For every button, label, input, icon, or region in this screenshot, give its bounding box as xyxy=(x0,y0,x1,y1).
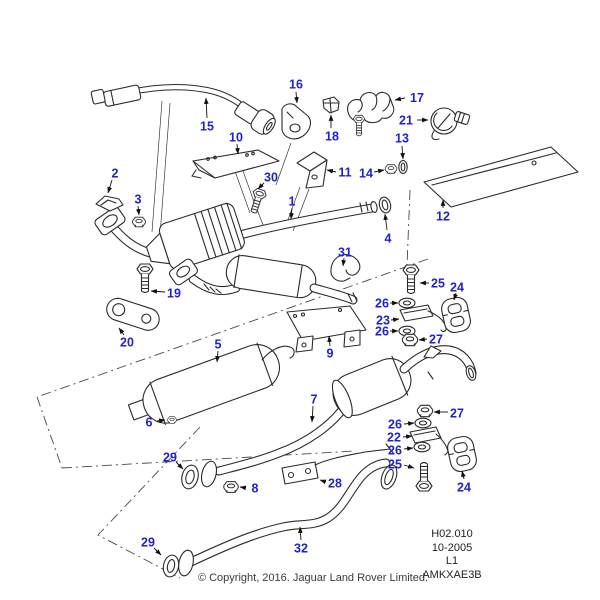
callout-27-lower xyxy=(434,407,464,421)
part-nut-27-upper xyxy=(402,334,417,345)
part-nut-8 xyxy=(224,482,238,493)
svg-text:6[interactable]: 6 xyxy=(145,415,153,430)
svg-text:26[interactable]: 26 xyxy=(375,296,389,311)
callout-26-lower-1 xyxy=(388,418,414,432)
callout-18 xyxy=(325,115,339,144)
part-bracket-22 xyxy=(410,427,448,455)
part-nut-14 xyxy=(385,165,397,174)
svg-text:31[interactable]: 31 xyxy=(338,245,352,260)
part-bolt-25-upper xyxy=(403,265,419,294)
svg-text:20[interactable]: 20 xyxy=(120,335,134,350)
svg-text:13[interactable]: 13 xyxy=(395,131,409,146)
part-bracket-16 xyxy=(282,104,310,139)
svg-text:18[interactable]: 18 xyxy=(325,129,339,144)
callout-13 xyxy=(395,132,409,160)
part-front-pipe-catalyst xyxy=(93,201,378,302)
svg-text:22[interactable]: 22 xyxy=(387,430,401,445)
svg-text:25[interactable]: 25 xyxy=(388,457,402,472)
svg-text:27[interactable]: 27 xyxy=(429,332,443,347)
part-gasket-ring-4 xyxy=(378,196,393,214)
callout-22 xyxy=(387,431,412,445)
part-nut-3 xyxy=(133,217,146,227)
callout-29-bottom xyxy=(141,536,161,556)
callout-26-upper-1 xyxy=(375,297,398,311)
callout-26-lower-2 xyxy=(388,444,413,458)
callout-10 xyxy=(229,131,243,155)
svg-text:32[interactable]: 32 xyxy=(294,541,308,556)
svg-text:21[interactable]: 21 xyxy=(399,113,413,128)
part-flange-gasket-29-mid xyxy=(179,460,219,491)
callout-21 xyxy=(399,114,428,128)
part-seal-13 xyxy=(399,161,407,174)
callout-26-upper-2 xyxy=(375,325,398,339)
svg-text:19[interactable]: 19 xyxy=(167,286,181,301)
part-mount-24-lower xyxy=(446,435,479,474)
callout-30 xyxy=(258,171,278,190)
svg-text:7[interactable]: 7 xyxy=(310,392,318,407)
part-oxygen-sensor xyxy=(91,85,279,138)
svg-text:26[interactable]: 26 xyxy=(388,417,402,432)
svg-text:11[interactable]: 11 xyxy=(338,165,352,180)
callout-4 xyxy=(385,214,392,246)
part-bolt-25-lower xyxy=(416,463,432,492)
callout-32 xyxy=(294,527,308,556)
callout-15 xyxy=(200,98,214,134)
svg-text:14[interactable]: 14 xyxy=(359,166,373,181)
svg-text:30[interactable]: 30 xyxy=(264,170,278,185)
svg-text:1[interactable]: 1 xyxy=(288,194,296,209)
part-clip-17 xyxy=(348,92,394,135)
copyright-text: © Copyright, 2016. Jaguar Land Rover Limited. xyxy=(197,572,429,584)
part-link-plate-20 xyxy=(104,296,162,334)
svg-text:29[interactable]: 29 xyxy=(163,450,177,465)
svg-text:17[interactable]: 17 xyxy=(410,91,424,105)
svg-text:2[interactable]: 2 xyxy=(111,166,119,181)
callout-31 xyxy=(338,246,352,267)
svg-text:29[interactable]: 29 xyxy=(141,535,155,550)
svg-text:26[interactable]: 26 xyxy=(375,324,389,339)
part-bracket-11 xyxy=(297,152,327,188)
svg-text:15[interactable]: 15 xyxy=(200,119,214,134)
callout-19 xyxy=(151,287,181,301)
callout-17 xyxy=(395,91,424,105)
callout-8 xyxy=(240,482,259,496)
callout-20 xyxy=(119,328,134,350)
callout-27-upper xyxy=(419,333,443,347)
svg-text:24[interactable]: 24 xyxy=(457,480,471,495)
part-clip-18 xyxy=(323,97,339,113)
drawing-code: H02.010 xyxy=(431,528,473,540)
svg-text:10[interactable]: 10 xyxy=(229,130,243,145)
drawing-ref: AMKXAE3B xyxy=(422,569,482,581)
svg-text:3[interactable]: 3 xyxy=(134,192,142,207)
svg-text:12[interactable]: 12 xyxy=(436,209,450,224)
svg-text:24[interactable]: 24 xyxy=(450,280,464,295)
part-clamp-21 xyxy=(431,108,470,140)
callout-29-mid xyxy=(163,451,183,470)
drawing-date: 10-2005 xyxy=(431,542,473,554)
part-washer-26-lower-2 xyxy=(414,442,430,452)
svg-text:26[interactable]: 26 xyxy=(388,443,402,458)
svg-text:23[interactable]: 23 xyxy=(376,313,390,328)
drawing-sheet: L1 xyxy=(445,555,459,567)
callout-25-upper xyxy=(420,277,445,291)
part-mount-24-upper xyxy=(440,296,473,335)
svg-text:27[interactable]: 27 xyxy=(450,406,464,421)
callout-9 xyxy=(327,336,334,361)
callout-7 xyxy=(311,393,318,423)
svg-text:9[interactable]: 9 xyxy=(326,346,334,361)
part-washer-26-upper-1 xyxy=(399,298,415,308)
callout-11 xyxy=(327,166,352,180)
part-gasket-29-bottom xyxy=(161,554,180,579)
part-nut-27-lower xyxy=(417,405,432,416)
part-bracket-9 xyxy=(287,306,366,352)
callout-25-lower xyxy=(388,458,414,472)
svg-text:8[interactable]: 8 xyxy=(251,481,259,496)
info-block xyxy=(422,528,481,581)
part-heat-shield-12 xyxy=(424,147,578,207)
svg-text:5[interactable]: 5 xyxy=(214,337,222,352)
callout-14 xyxy=(359,167,384,181)
callout-2 xyxy=(108,167,119,194)
callout-16 xyxy=(289,78,303,104)
callout-24-lower xyxy=(457,471,471,495)
svg-text:25[interactable]: 25 xyxy=(431,276,445,291)
svg-text:28[interactable]: 28 xyxy=(328,476,342,491)
part-plug-6 xyxy=(168,417,177,424)
callout-3 xyxy=(135,193,142,216)
callout-28 xyxy=(320,477,342,491)
svg-text:16[interactable]: 16 xyxy=(289,77,303,92)
svg-text:4[interactable]: 4 xyxy=(384,231,392,246)
part-washer-26-lower-1 xyxy=(415,418,431,428)
part-bolt-19 xyxy=(137,264,153,293)
